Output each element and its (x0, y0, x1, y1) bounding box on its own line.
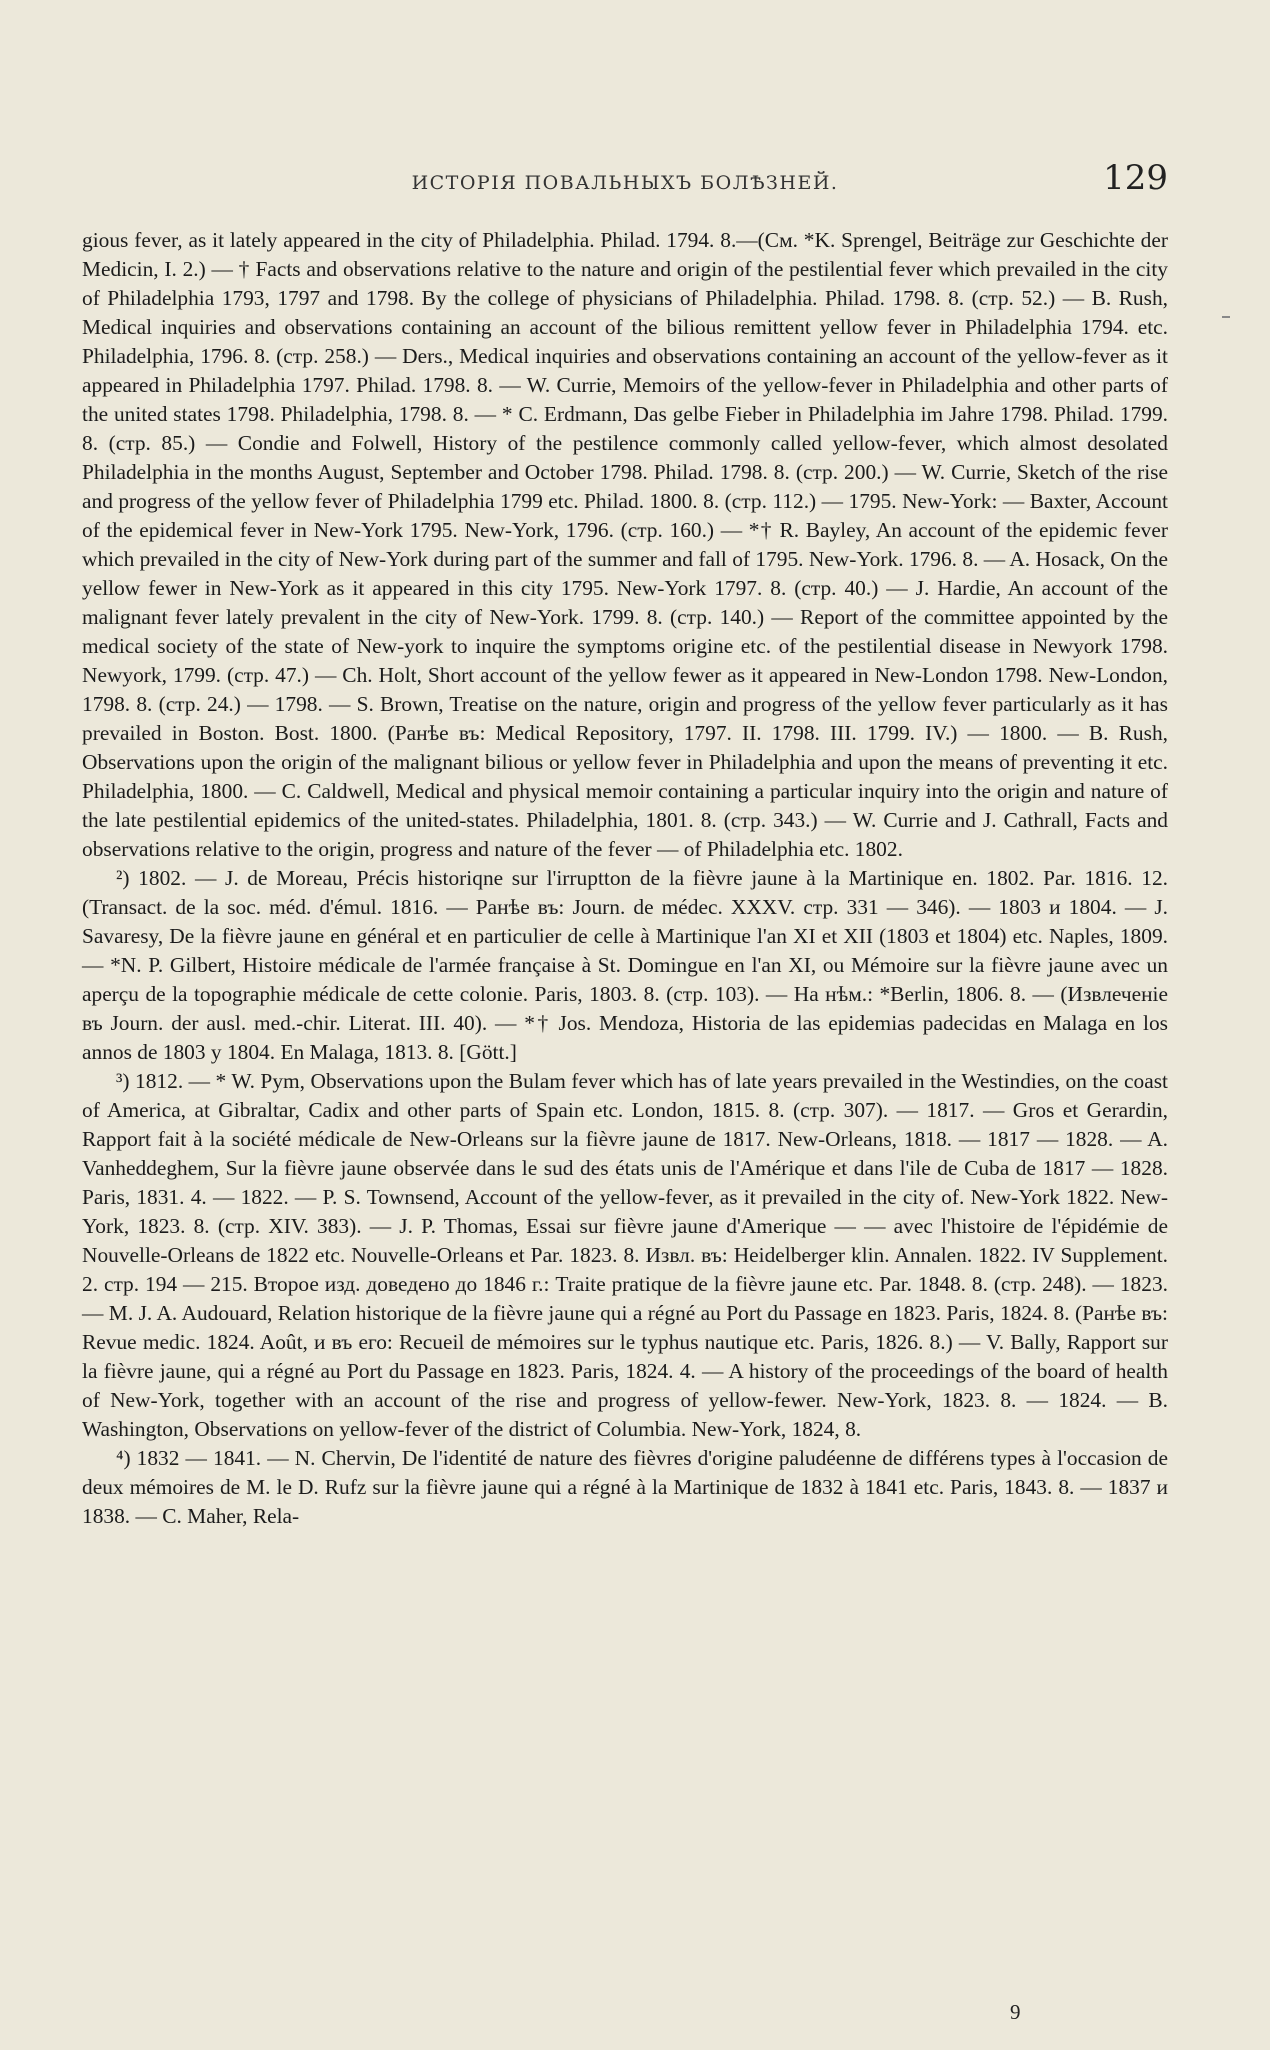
running-title: ИСТОРІЯ ПОВАЛЬНЫХЪ БОЛѢЗНЕЙ. (411, 172, 839, 194)
page-number: 129 (1103, 158, 1168, 198)
page-body (82, 226, 1168, 1531)
page-header (82, 158, 1168, 204)
signature-mark: 9 (1010, 2000, 1021, 2024)
margin-mark (1222, 316, 1230, 318)
footnote-2: ²) 1802. — J. de Moreau, Précis historiqne sur l'irruptton de la fièvre jaune à la Martinique en. 1802. Par. 1816. 12. (Transact. de la soc. méd. d'émul. 1816. — Ранѣе въ: Journ. de médec. XXXV. стр. 331 — 346). — 1803 и 1804. — J. Savaresy, De la fièvre jaune en général et en particulier de celle à Martinique l'an XI et XII (1803 et 1804) etc. Naples, 1809.— *N. P. Gilbert, Histoire médicale de l'armée française à St. Domingue en l'an XI, ou Mémoire sur la fièvre jaune avec un aperçu de la topographie médicale de cette colonie. Paris, 1803. 8. (стр. 103). — На нѣм.: *Berlin, 1806. 8. — (Извлеченіе въ Journ. der ausl. med.-chir. Literat. III. 40). — *† Jos. Mendoza, Historia de las epidemias padecidas en Malaga en los annos de 1803 y 1804. En Malaga, 1813. 8. [Gött.] (82, 866, 1168, 1064)
footnote-3: ³) 1812. — * W. Pym, Observations upon the Bulam fever which has of late years prevailed in the Westindies, on the coast of America, at Gibraltar, Cadix and other parts of Spain etc. London, 1815. 8. (стр. 307). — 1817. — Gros et Gerardin, Rapport fait à la société médicale de New-Orleans sur la fièvre jaune de 1817. New-Orleans, 1818. — 1817 — 1828. — A. Vanheddeghem, Sur la fièvre jaune observée dans le sud des états unis de l'Amérique et dans l'ile de Cuba de 1817 — 1828. Paris, 1831. 4. — 1822. — P. S. Townsend, Account of the yellow-fever, as it prevailed in the city of. New-York 1822. New-York, 1823. 8. (стр. XIV. 383). — J. P. Thomas, Essai sur fièvre jaune d'Amerique — — avec l'histoire de l'épidémie de Nouvelle-Orleans de 1822 etc. Nouvelle-Orleans et Par. 1823. 8. Извл. въ: Heidelberger klin. Annalen. 1822. IV Supplement. 2. стр. 194 — 215. Второе изд. доведено до 1846 г.: Traite pratique de la fièvre jaune etc. Par. 1848. 8. (стр. 248). — 1823. — M. J. A. Audouard, Relation historique de la fièvre jaune qui a régné au Port du Passage en 1823. Paris, 1824. 8. (Ранѣе въ: Revue medic. 1824. Août, и въ его: Recueil de mémoires sur le typhus nautique etc. Paris, 1826. 8.) — V. Bally, Rapport sur la fièvre jaune, qui a régné au Port du Passage en 1823. Paris, 1824. 4. — A history of the proceedings of the board of health of New-York, together with an account of the rise and progress of yellow-fewer. New-York, 1823. 8. — 1824. — B. Washington, Observations on yellow-fever of the district of Columbia. New-York, 1824, 8. (82, 1069, 1168, 1441)
footnote-4: ⁴) 1832 — 1841. — N. Chervin, De l'identité de nature des fièvres d'origine paludéenne de différens types à l'occasion de deux mémoires de M. le D. Rufz sur la fièvre jaune qui a régné à la Martinique de 1832 à 1841 etc. Paris, 1843. 8. — 1837 и 1838. — C. Maher, Rela- (82, 1446, 1168, 1528)
paragraph-continuation: gious fever, as it lately appeared in the city of Philadelphia. Philad. 1794. 8.—(См. *K. Sprengel, Beiträge zur Geschichte der Medicin, I. 2.) — † Facts and observations relative to the nature and origin of the pestilential fever which prevailed in the city of Philadelphia 1793, 1797 and 1798. By the college of physicians of Philadelphia. Philad. 1798. 8. (стр. 52.) — B. Rush, Medical inquiries and observations containing an account of the bilious remittent yellow fever in Philadelphia 1794. etc. Philadelphia, 1796. 8. (стр. 258.) — Ders., Medical inquiries and observations containing an account of the yellow-fever as it appeared in Philadelphia 1797. Philad. 1798. 8. — W. Currie, Memoirs of the yellow-fever in Philadelphia and other parts of the united states 1798. Philadelphia, 1798. 8. — * C. Erdmann, Das gelbe Fieber in Philadelphia im Jahre 1798. Philad. 1799. 8. (стр. 85.) — Condie and Folwell, History of the pestilence commonly called yellow-fever, which almost desolated Philadelphia in the months August, September and October 1798. Philad. 1798. 8. (стр. 200.) — W. Currie, Sketch of the rise and progress of the yellow fever of Philadelphia 1799 etc. Philad. 1800. 8. (стр. 112.) — 1795. New-York: — Baxter, Account of the epidemical fever in New-York 1795. New-York, 1796. (стр. 160.) — *† R. Bayley, An account of the epidemic fever which prevailed in the city of New-York during part of the summer and fall of 1795. New-York. 1796. 8. — A. Hosack, On the yellow fewer in New-York as it appeared in this city 1795. New-York 1797. 8. (стр. 40.) — J. Hardie, An account of the malignant fever lately prevalent in the city of New-York. 1799. 8. (стр. 140.) — Report of the committee appointed by the medical society of the state of New-york to inquire the symptoms origine etc. of the pestilential disease in Newyork 1798. Newyork, 1799. (стр. 47.) — Ch. Holt, Short account of the yellow fewer as it appeared in New-London 1798. New-London, 1798. 8. (стр. 24.) — 1798. — S. Brown, Treatise on the nature, origin and progress of the yellow fever particularly as it has prevailed in Boston. Bost. 1800. (Ранѣе въ: Medical Repository, 1797. II. 1798. III. 1799. IV.) — 1800. — B. Rush, Observations upon the origin of the malignant bilious or yellow fever in Philadelphia and upon the means of preventing it etc. Philadelphia, 1800. — C. Caldwell, Medical and physical memoir containing a particular inquiry into the origin and nature of the late pestilential epidemics of the united-states. Philadelphia, 1801. 8. (стр. 343.) — W. Currie and J. Cathrall, Facts and observations relative to the origin, progress and nature of the fever — of Philadelphia etc. 1802. (82, 228, 1168, 861)
